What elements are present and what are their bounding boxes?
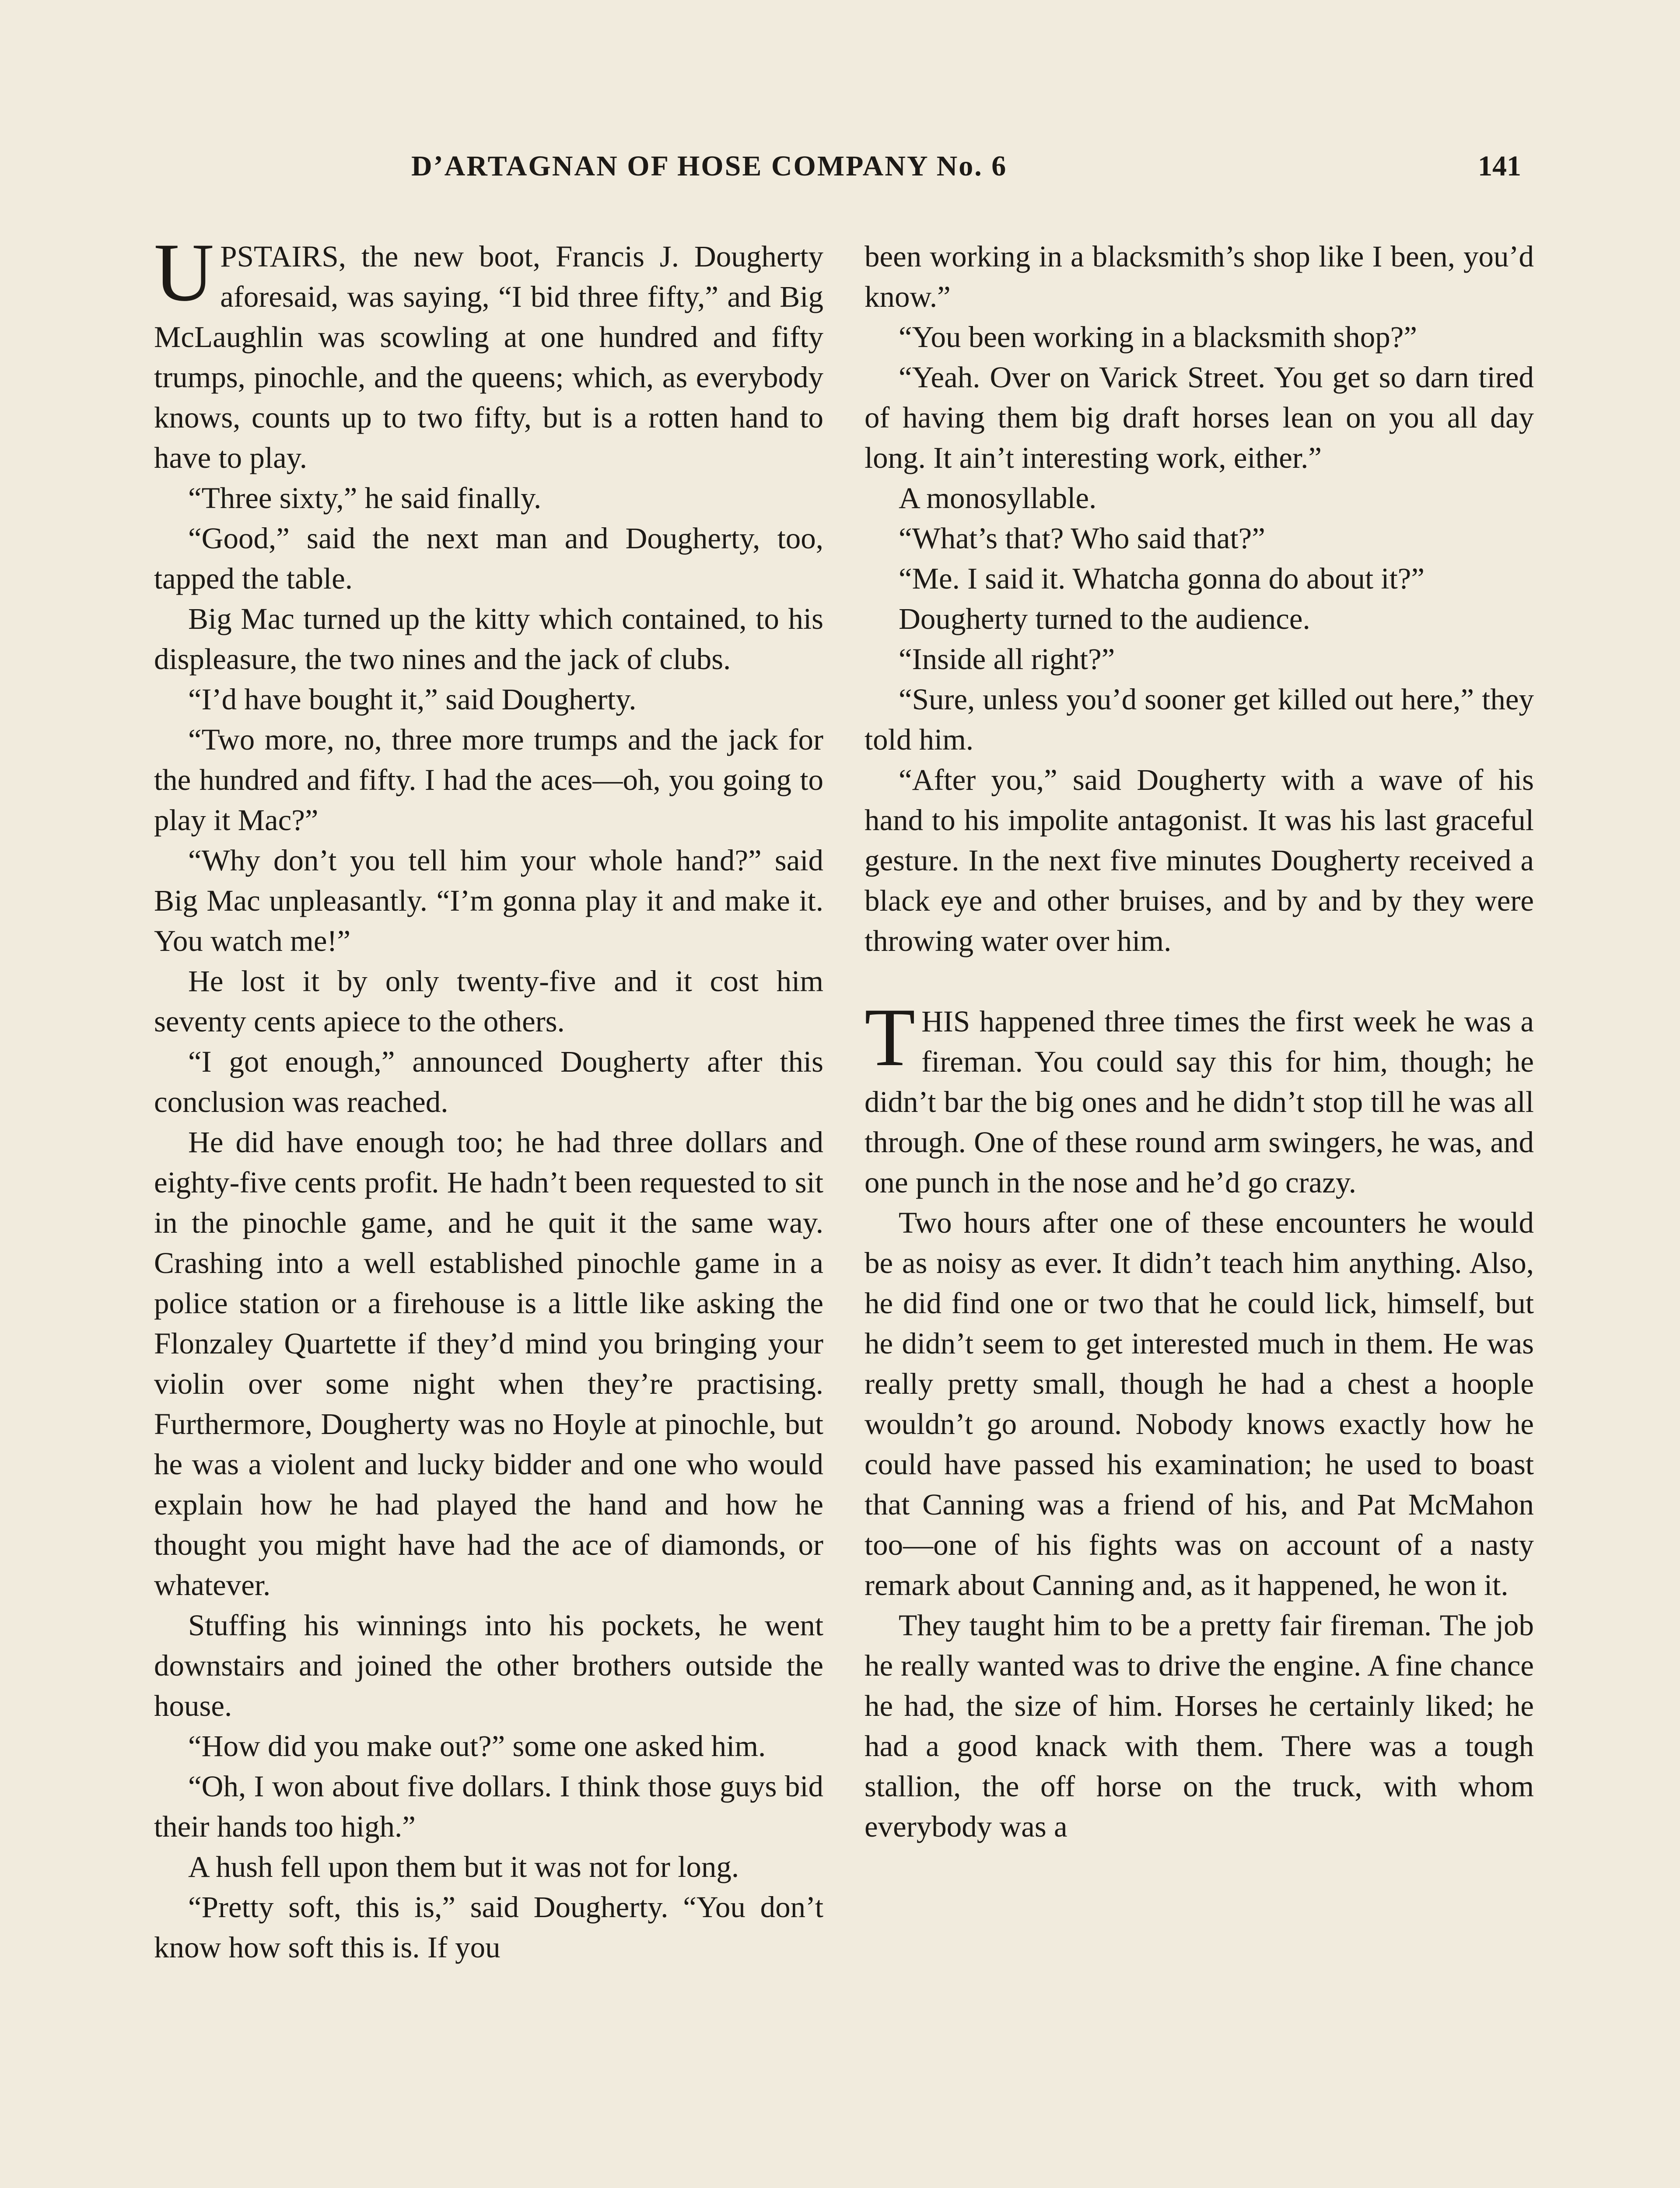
paragraph-text: “You been working in a blacksmith shop?” xyxy=(899,320,1417,354)
paragraph-text: “Pretty soft, this is,” said Dougherty. “You don’t know how soft this is. If you xyxy=(154,1890,823,1964)
page-number: 141 xyxy=(1478,150,1521,182)
paragraph-text: Two hours after one of these encounters he would be as noisy as ever. It didn’t teach him anything. Also, he did find one or two that he could lick, himself, but he didn’t seem to get interested much in them. He was really pretty small, though he had a chest a hoople wouldn’t go around. Nobody knows exactly how he could have passed his examination; he used to boast that Canning was a friend of his, and Pat McMahon too—one of his fights was on account of a nasty remark about Canning and, as it happened, he won it. xyxy=(864,1206,1534,1602)
paragraph xyxy=(154,518,823,599)
paragraph-text: been working in a blacksmith’s shop like I been, you’d know.” xyxy=(864,240,1534,313)
paragraph xyxy=(154,1041,823,1122)
running-title: D’ARTAGNAN OF HOSE COMPANY No. 6 xyxy=(411,150,1008,182)
paragraph-text: “Sure, unless you’d sooner get killed out here,” they told him. xyxy=(864,683,1534,756)
paragraph xyxy=(864,760,1534,961)
paragraph-text: “How did you make out?” some one asked him. xyxy=(188,1729,766,1763)
paragraph-text: They taught him to be a pretty fair fireman. The job he really wanted was to drive the engine. A fine chance he had, the size of him. Horses he certainly liked; he had a good knack with them. There was a tough stallion, the off horse on the truck, with whom everybody was a xyxy=(864,1609,1534,1843)
paragraph-text: He lost it by only twenty-five and it cost him seventy cents apiece to the others. xyxy=(154,964,823,1038)
drop-cap: T xyxy=(864,992,916,1083)
paragraph xyxy=(864,357,1534,478)
paragraph-text: “What’s that? Who said that?” xyxy=(899,522,1265,555)
paragraph xyxy=(154,679,823,719)
paragraph-text: Dougherty turned to the audience. xyxy=(899,602,1310,635)
paragraph xyxy=(154,1887,823,1967)
paragraph xyxy=(154,227,823,478)
paragraph-text: “After you,” said Dougherty with a wave of his hand to his impolite antagonist. It was his last graceful gesture. In the next five minutes Dougherty received a black eye and other bruises, and by and by they were throwing water over him. xyxy=(864,763,1534,957)
paragraph xyxy=(154,840,823,961)
paragraph-text: “I got enough,” announced Dougherty after this conclusion was reached. xyxy=(154,1045,823,1119)
paragraph-text: “Good,” said the next man and Dougherty, too, tapped the table. xyxy=(154,522,823,595)
paragraph xyxy=(864,679,1534,760)
paragraph-text: “I’d have bought it,” said Dougherty. xyxy=(188,683,637,716)
paragraph xyxy=(864,558,1534,599)
paragraph xyxy=(154,1847,823,1887)
paragraph-text: Stuffing his winnings into his pockets, he went downstairs and joined the other brothers outside the house. xyxy=(154,1609,823,1722)
paragraph xyxy=(154,719,823,840)
paragraph-text: A monosyllable. xyxy=(899,481,1097,515)
paragraph xyxy=(154,1605,823,1726)
paragraph-text: HIS happened three times the first week he was a fireman. You could say this for him, though; he didn’t bar the big ones and he didn’t stop till he was all through. One of these round arm swingers, he was, and one punch in the nose and he’d go crazy. xyxy=(864,1005,1534,1199)
paragraph-text: “Yeah. Over on Varick Street. You get so darn tired of having them big draft horses lean on you all day long. It ain’t interesting work, either.” xyxy=(864,361,1534,474)
paragraph xyxy=(864,992,1534,1203)
paragraph xyxy=(864,518,1534,558)
paragraph xyxy=(864,1203,1534,1605)
paragraph xyxy=(864,1605,1534,1847)
paragraph xyxy=(864,639,1534,679)
paragraph xyxy=(864,317,1534,357)
paragraph-text: “Oh, I won about five dollars. I think those guys bid their hands too high.” xyxy=(154,1770,823,1843)
paragraph xyxy=(864,599,1534,639)
drop-cap: U xyxy=(154,227,214,319)
paragraph xyxy=(154,1726,823,1766)
paragraph-text: “Inside all right?” xyxy=(899,642,1115,676)
paragraph-text: PSTAIRS, the new boot, Francis J. Dougherty aforesaid, was saying, “I bid three fifty,” and Big McLaughlin was scowling at one hundred and fifty trumps, pinochle, and the queens; which, as everybody knows, counts up to two fifty, but is a rotten hand to have to play. xyxy=(154,240,823,474)
paragraph xyxy=(864,236,1534,317)
paragraph xyxy=(154,961,823,1041)
paragraph-text: “Why don’t you tell him your whole hand?” said Big Mac unpleasantly. “I’m gonna play it and make it. You watch me!” xyxy=(154,844,823,957)
paragraph xyxy=(154,1122,823,1605)
paragraph xyxy=(154,478,823,518)
paragraph xyxy=(154,599,823,679)
right-column xyxy=(864,236,1534,1847)
paragraph-text: “Me. I said it. Whatcha gonna do about it?” xyxy=(899,562,1425,595)
left-column xyxy=(154,227,823,1967)
paragraph-text: Big Mac turned up the kitty which contained, to his displeasure, the two nines and the jack of clubs. xyxy=(154,602,823,676)
paragraph xyxy=(154,1766,823,1847)
paragraph xyxy=(864,478,1534,518)
paragraph-text: A hush fell upon them but it was not for long. xyxy=(188,1850,739,1883)
paragraph-text: “Two more, no, three more trumps and the jack for the hundred and fifty. I had the aces—oh, you going to play it Mac?” xyxy=(154,723,823,837)
paragraph-text: “Three sixty,” he said finally. xyxy=(188,481,542,515)
paragraph-text: He did have enough too; he had three dollars and eighty-five cents profit. He hadn’t been requested to sit in the pinochle game, and he quit it the same way. Crashing into a well established pinochle game in a police station or a firehouse is a little like asking the Flonzaley Quartette if they’d mind you bringing your violin over some night when they’re practising. Furthermore, Dougherty was no Hoyle at pinochle, but he was a violent and lucky bidder and one who would explain how he had played the hand and how he thought you might have had the ace of diamonds, or whatever. xyxy=(154,1126,823,1602)
